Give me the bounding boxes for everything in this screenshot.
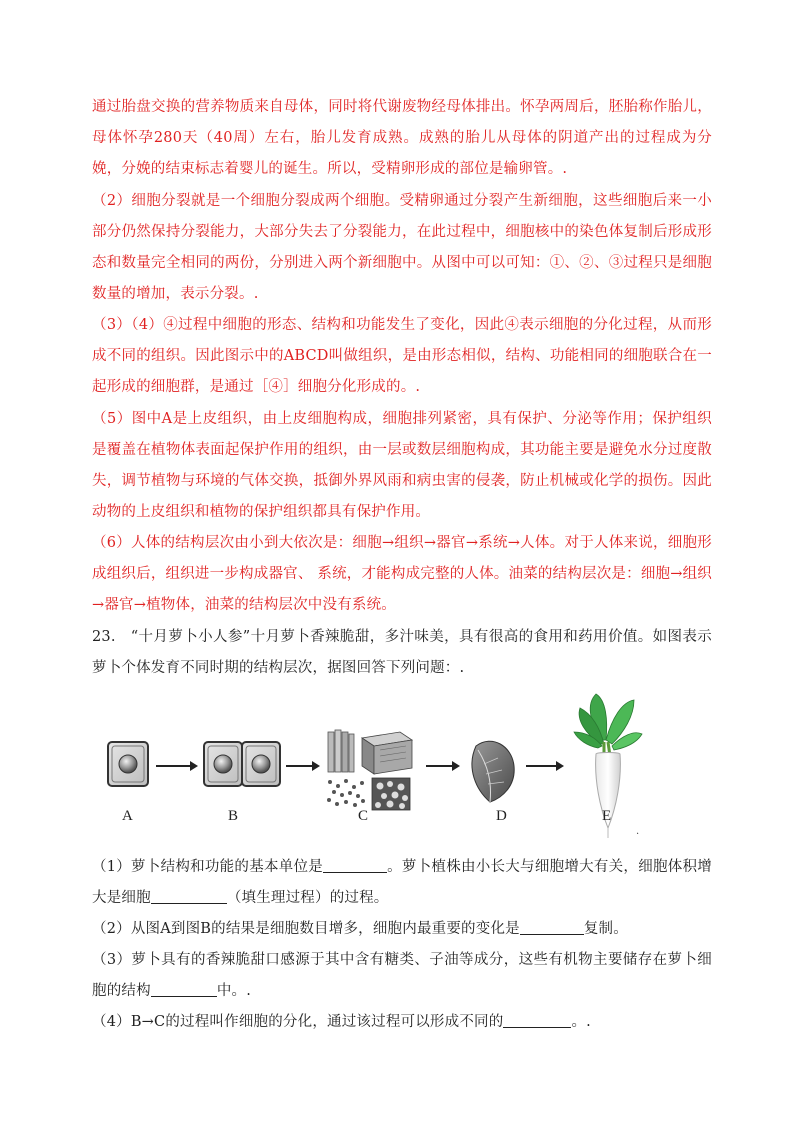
- answer-paragraph-5: （6）人体的结构层次由小到大依次是：细胞→组织→器官→系统→人体。对于人体来说，细胞形成组织后，组织进一步构成器官、 系统，才能构成完整的人体。油菜的结构层次是：细胞→组织→器官→植物体，油菜的结构层次中没有系统。: [92, 535, 712, 613]
- answer-paragraph-3: （3）（4）④过程中细胞的形态、结构和功能发生了变化，因此④表示细胞的分化过程，从而形成不同的组织。因此图示中的ABCD叫做组织，是由形态相似，结构、功能相同的细胞联合在一起形成的细胞群，是通过［④］细胞分化形成的。.: [92, 317, 712, 395]
- answer-blank-3[interactable]: [520, 920, 584, 935]
- cell-b-icon: [204, 742, 280, 786]
- sub-question-4: [92, 1007, 712, 1038]
- q1-text-b: 。萝卜植株由小长大与细胞增大有关，细胞体积增大是细胞: [92, 859, 712, 906]
- q4-text-b: 。.: [571, 1014, 591, 1030]
- arrow-a-to-b-icon: [156, 761, 198, 771]
- arrow-b-to-c-icon: [286, 761, 320, 771]
- q1-text-a: （1）萝卜结构和功能的基本单位是: [92, 859, 324, 875]
- answer-blank-1[interactable]: [323, 858, 387, 873]
- answer-blank-5[interactable]: [503, 1013, 571, 1028]
- q2-text-a: （2）从图A到图B的结果是细胞数目增多，细胞内最重要的变化是: [92, 921, 520, 937]
- sub-question-2: [92, 914, 712, 945]
- answer-blank-2[interactable]: [151, 889, 227, 904]
- q4-text-a: （4）B→C的过程叫作细胞的分化，通过该过程可以形成不同的: [92, 1014, 504, 1030]
- leaf-d-icon: [472, 741, 514, 802]
- figure-label-b: B: [228, 808, 239, 824]
- arrow-d-to-e-icon: [526, 761, 564, 771]
- meristem-tissue-icon: [372, 778, 410, 810]
- answer-blank-4[interactable]: [151, 982, 217, 997]
- answer-paragraph-2: （2）细胞分裂就是一个细胞分裂成两个细胞。受精卵通过分裂产生新细胞，这些细胞后来一小部分仍然保持分裂能力，大部分失去了分裂能力，在此过程中，细胞核中的染色体复制后形成形态和数量完全相同的两份，分别进入两个新细胞中。从图中可以可知：①、②、③过程只是细胞数量的增加，表示分裂。.: [92, 193, 712, 302]
- arrow-c-to-d-icon: [426, 761, 460, 771]
- conducting-tissue-icon: [328, 730, 354, 772]
- figure-trailing-mark: .: [636, 826, 640, 837]
- figure-label-c: C: [358, 808, 369, 824]
- sub-question-3: [92, 945, 712, 1007]
- cell-a-icon: [108, 742, 148, 786]
- protective-tissue-icon: [362, 732, 412, 774]
- tissues-c-icon: [327, 730, 412, 810]
- q3-text-b: 中。.: [216, 983, 252, 999]
- question-stem: 23. “十月萝卜小人参”十月萝卜香辣脆甜，多汁味美，具有很高的食用和药用价值。如图表示萝卜个体发育不同时期的结构层次，据图回答下列问题：.: [92, 629, 712, 676]
- development-figure: [100, 690, 660, 840]
- q2-text-b: 复制。: [583, 921, 628, 937]
- figure-label-e: E: [602, 808, 612, 824]
- figure-label-a: A: [122, 808, 133, 824]
- figure-label-d: D: [496, 808, 507, 824]
- parenchyma-tissue-icon: [327, 779, 365, 807]
- answer-paragraph-1: 通过胎盘交换的营养物质来自母体，同时将代谢废物经母体排出。怀孕两周后，胚胎称作胎儿，母体怀孕280天（40周）左右，胎儿发育成熟。成熟的胎儿从母体的阴道产出的过程成为分娩，分娩的结束标志着婴儿的诞生。所以，受精卵形成的部位是输卵管。.: [92, 99, 712, 177]
- q1-text-c: （填生理过程）的过程。: [226, 890, 389, 906]
- sub-question-1: [92, 852, 712, 914]
- q3-text-a: （3）萝卜具有的香辣脆甜口感源于其中含有糖类、子油等成分，这些有机物主要储存在萝卜细胞的结构: [92, 952, 712, 999]
- answer-paragraph-4: （5）图中A是上皮组织，由上皮细胞构成，细胞排列紧密，具有保护、分泌等作用；保护组织是覆盖在植物体表面起保护作用的组织，由一层或数层细胞构成，其功能主要是避免水分过度散失，调节植物与环境的气体交换，抵御外界风雨和病虫害的侵袭，防止机械或化学的损伤。因此动物的上皮组织和植物的保护组织都具有保护作用。: [92, 411, 712, 520]
- figure-svg: [100, 690, 660, 840]
